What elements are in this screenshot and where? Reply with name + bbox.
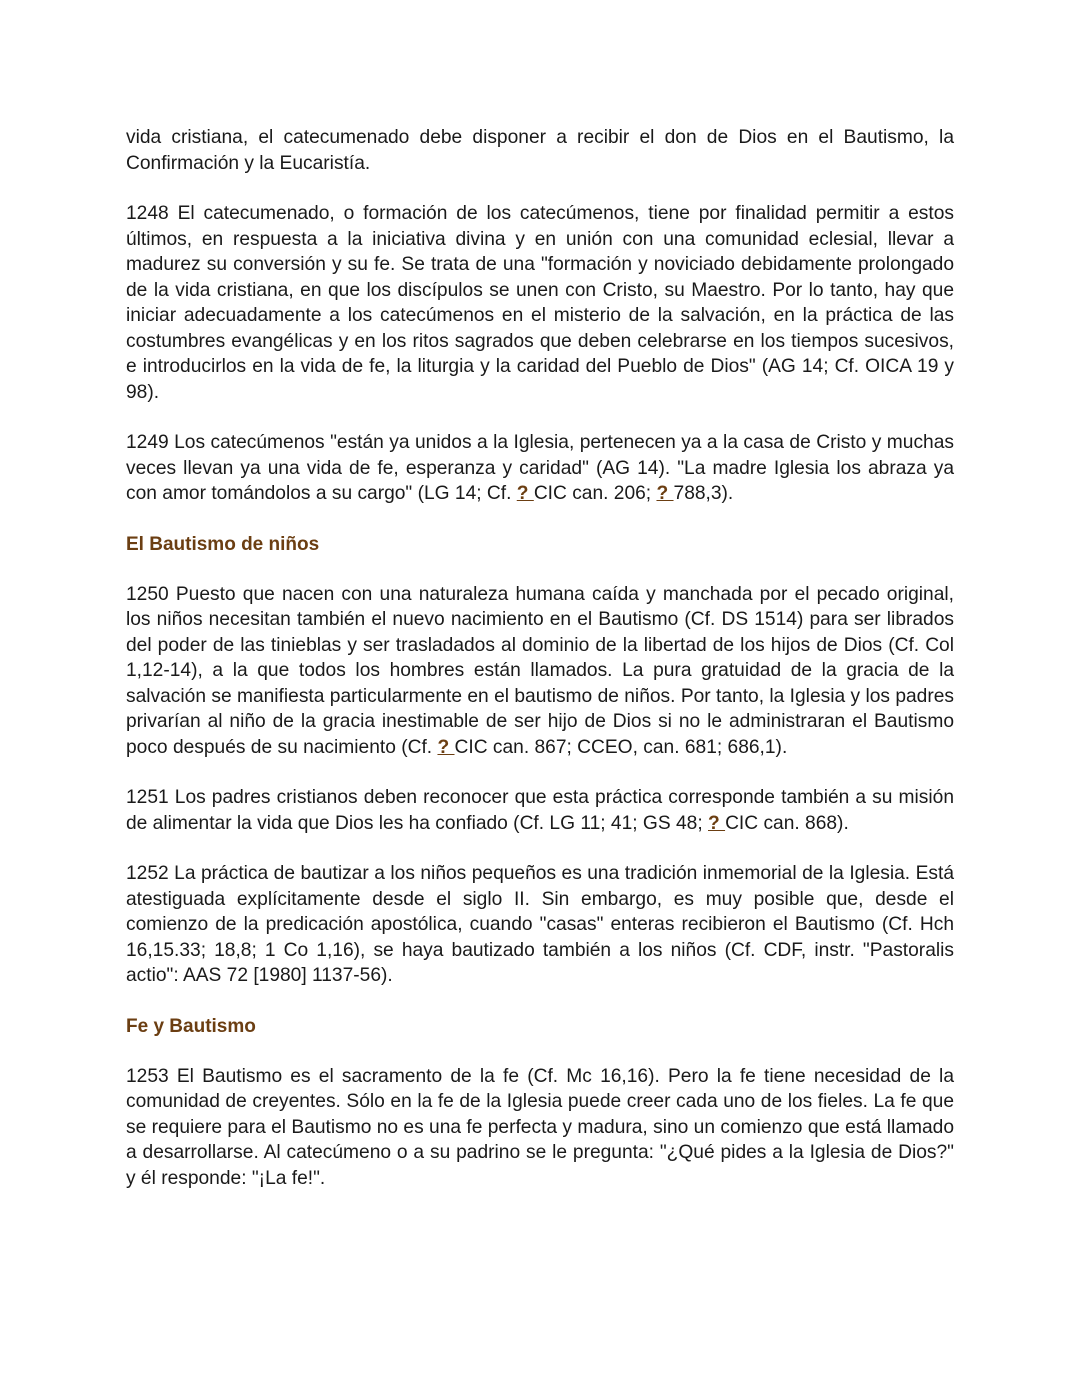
reference-link[interactable]: ?	[437, 736, 455, 758]
paragraph-intro	[126, 125, 954, 176]
paragraph-text: 1253 El Bautismo es el sacramento de la fe (Cf. Mc 16,16). Pero la fe tiene necesidad de la comunidad de creyentes. Sólo en la fe de la Iglesia puede creer cada uno de los fieles. La fe que se requiere para el Bautismo no es una fe perfecta y madura, sino un comienzo que está llamado a desarrollarse. Al catecúmeno o a su padrino se le pregunta: "¿Qué pides a la Iglesia de Dios?" y él responde: "¡La fe!".	[126, 1065, 954, 1189]
paragraph-1250	[126, 582, 954, 761]
reference-link[interactable]: ?	[516, 483, 534, 504]
paragraph-1248	[126, 201, 954, 405]
paragraph-text: 1248 El catecumenado, o formación de los catecúmenos, tiene por finalidad permitir a estos últimos, en respuesta a la iniciativa divina y en unión con una comunidad eclesial, llevar a madurez su conversión y su fe. Se trata de una "formación y noviciado debidamente prolongado de la vida cristiana, en que los discípulos se unen con Cristo, su Maestro. Por lo tanto, hay que iniciar adecuadamente a los catecúmenos en el misterio de la salvación, en la práctica de las costumbres evangélicas y en los ritos sagrados que deben celebrarse en los tiempos sucesivos, e introducirlos en la vida de fe, la liturgia y la caridad del Pueblo de Dios" (AG 14; Cf. OICA 19 y 98).	[126, 203, 954, 403]
paragraph-text: CIC can. 868).	[725, 812, 849, 834]
paragraph-text: vida cristiana, el catecumenado debe disponer a recibir el don de Dios en el Bautismo, la Confirmación y la Eucaristía.	[126, 127, 954, 174]
section-heading-faith-and-baptism: Fe y Bautismo	[126, 1015, 256, 1037]
reference-link[interactable]: ?	[656, 483, 674, 504]
paragraph-text: 1250 Puesto que nacen con una naturaleza humana caída y manchada por el pecado original, los niños necesitan también el nuevo nacimiento en el Bautismo (Cf. DS 1514) para ser librados del poder de las tinieblas y ser trasladados al dominio de la libertad de los hijos de Dios (Cf. Col 1,12-14), a la que todos los hombres están llamados. La pura gratuidad de la gracia de la salvación se manifiesta particularmente en el bautismo de niños. Por tanto, la Iglesia y los padres privarían al niño de la gracia inestimable de ser hijo de Dios si no le administraran el Bautismo poco después de su nacimiento (Cf.	[126, 583, 954, 758]
paragraph-text: CIC can. 206;	[533, 483, 657, 504]
paragraph-text: 1252 La práctica de bautizar a los niños pequeños es una tradición inmemorial de la Iglesia. Está atestiguada explícitamente desde el siglo II. Sin embargo, es muy posible que, desde el comienzo de la predicación apostólica, cuando "casas" enteras recibieron el Bautismo (Cf. Hch 16,15.33; 18,8; 1 Co 1,16), se haya bautizado también a los niños (Cf. CDF, instr. "Pastoralis actio": AAS 72 [1980] 1137-56).	[126, 863, 954, 986]
paragraph-text: 1249 Los catecúmenos "están ya unidos a la Iglesia, pertenecen ya a la casa de Cristo y muchas veces llevan ya una vida de fe, esperanza y caridad" (AG 14). "La madre Iglesia los abraza ya con amor tomándolos a su cargo" (LG 14; Cf.	[126, 432, 954, 504]
paragraph-text: 1251 Los padres cristianos deben reconocer que esta práctica corresponde también a su misión de alimentar la vida que Dios les ha confiado (Cf. LG 11; 41; GS 48;	[126, 787, 954, 834]
paragraph-text: 788,3).	[673, 483, 734, 504]
paragraph-1249	[126, 430, 954, 507]
paragraph-1252	[126, 861, 954, 989]
reference-link[interactable]: ?	[708, 812, 726, 834]
section-heading-baptism-of-children: El Bautismo de niños	[126, 533, 320, 555]
paragraph-1253	[126, 1064, 954, 1192]
paragraph-1251	[126, 785, 954, 836]
paragraph-text: CIC can. 867; CCEO, can. 681; 686,1).	[454, 736, 788, 758]
